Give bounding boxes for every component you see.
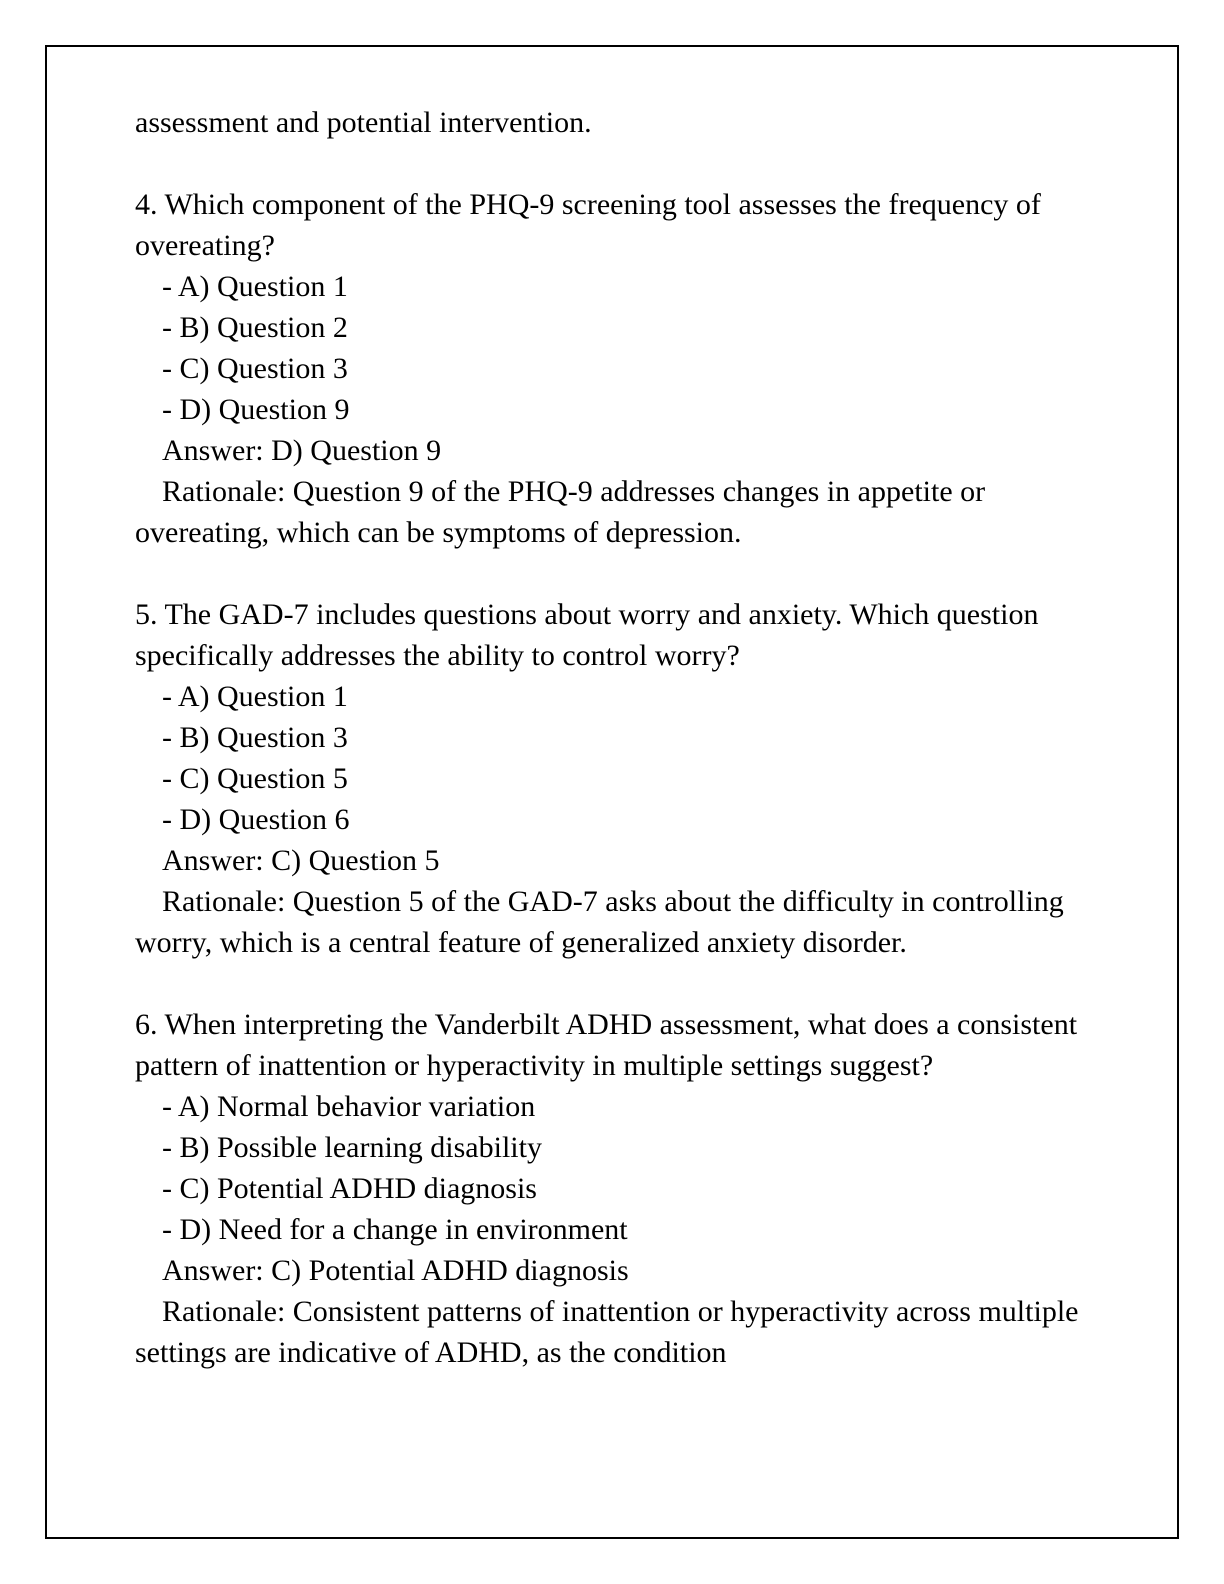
- option-item: - C) Question 3: [162, 352, 348, 385]
- question-text: 4. Which component of the PHQ-9 screening tool assesses the frequency of overeating?: [135, 188, 1041, 262]
- option-item: - A) Question 1: [162, 270, 348, 303]
- page-border-frame: [45, 45, 1179, 1539]
- question-block-5: [135, 594, 1095, 963]
- rationale-text: Rationale: Question 5 of the GAD-7 asks about the difficulty in controlling worry, which is a central feature of generalized anxiety disorder.: [135, 885, 1064, 959]
- option-item: - B) Question 3: [162, 721, 348, 754]
- option-item: - C) Question 5: [162, 762, 348, 795]
- rationale-text: Rationale: Consistent patterns of inattention or hyperactivity across multiple settings are indicative of ADHD, as the condition: [135, 1295, 1079, 1369]
- question-text: 6. When interpreting the Vanderbilt ADHD assessment, what does a consistent pattern of inattention or hyperactivity in multiple settings suggest?: [135, 1008, 1078, 1082]
- answer-text: Answer: C) Potential ADHD diagnosis: [162, 1254, 629, 1287]
- carryover-text: assessment and potential intervention.: [135, 106, 592, 139]
- option-item: - D) Question 9: [162, 393, 350, 426]
- option-item: - A) Question 1: [162, 680, 348, 713]
- answer-text: Answer: D) Question 9: [162, 434, 442, 467]
- question-text: 5. The GAD-7 includes questions about worry and anxiety. Which question specifically addresses the ability to control worry?: [135, 598, 1039, 672]
- option-item: - B) Possible learning disability: [162, 1131, 542, 1164]
- question-block-6: [135, 1004, 1095, 1373]
- answer-text: Answer: C) Question 5: [162, 844, 440, 877]
- option-item: - B) Question 2: [162, 311, 348, 344]
- option-item: - C) Potential ADHD diagnosis: [162, 1172, 537, 1205]
- document-content: [135, 102, 1095, 1373]
- rationale-text: Rationale: Question 9 of the PHQ-9 addresses changes in appetite or overeating, which can be symptoms of depression.: [135, 475, 986, 549]
- option-item: - D) Need for a change in environment: [162, 1213, 628, 1246]
- option-item: - A) Normal behavior variation: [162, 1090, 536, 1123]
- question-block-4: [135, 184, 1095, 553]
- option-item: - D) Question 6: [162, 803, 350, 836]
